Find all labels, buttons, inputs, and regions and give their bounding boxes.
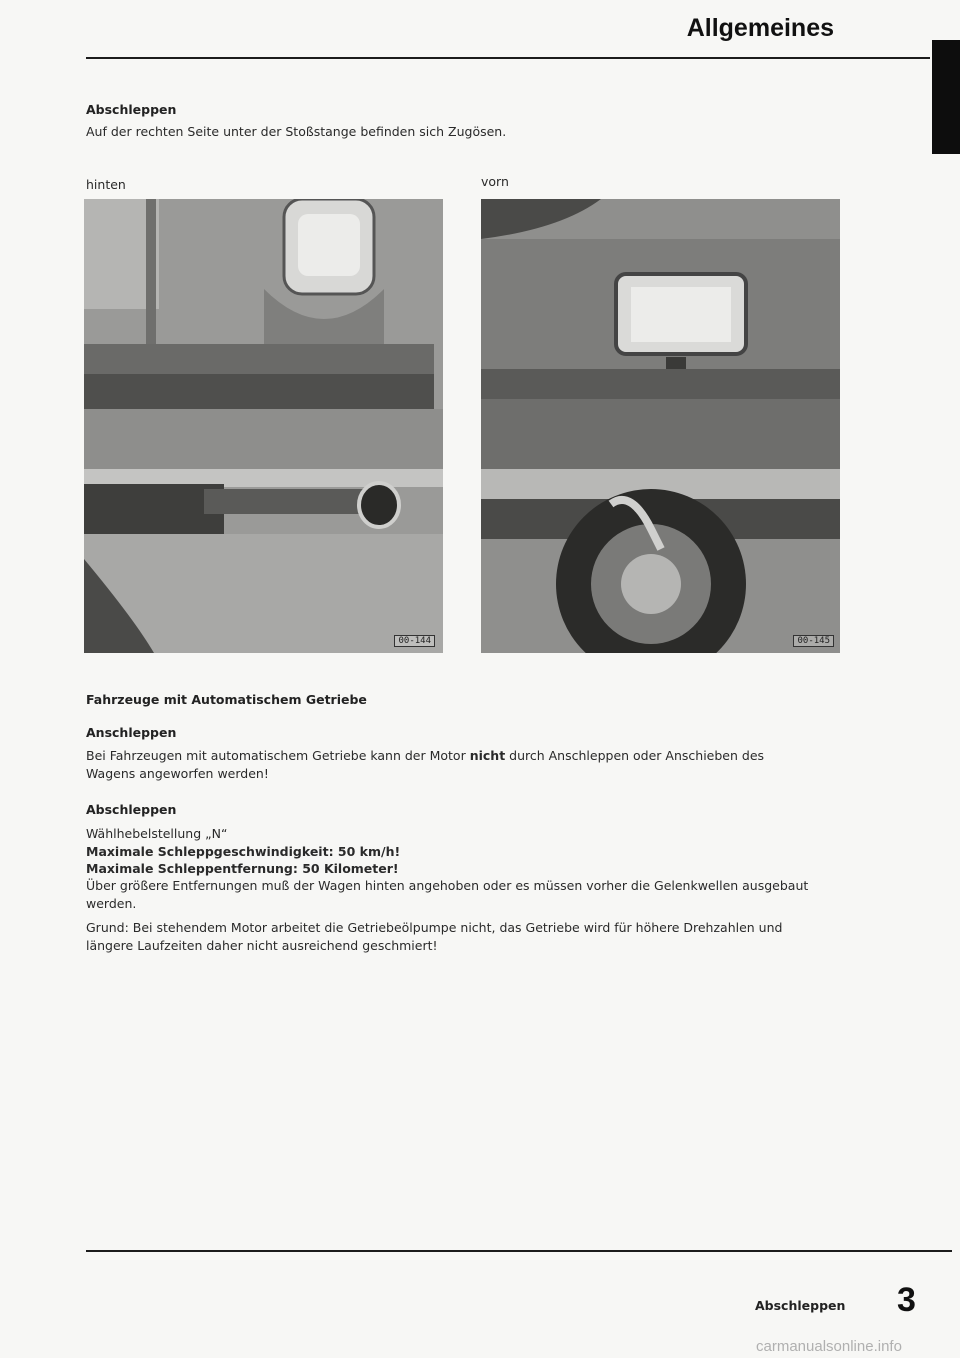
tow-heading: Abschleppen: [86, 802, 177, 817]
automatic-transmission-title: Fahrzeuge mit Automatischem Getriebe: [86, 692, 367, 707]
photo-front-tow-eye: [481, 199, 840, 653]
section-intro-text: Auf der rechten Seite unter der Stoßstange befinden sich Zugösen.: [86, 124, 507, 139]
tow-start-heading: Anschleppen: [86, 725, 177, 740]
watermark: carmanualsonline.info: [756, 1338, 902, 1355]
max-tow-speed: Maximale Schleppgeschwindigkeit: 50 km/h!: [86, 844, 401, 859]
selector-position: Wählhebelstellung „N“: [86, 826, 228, 841]
max-tow-distance: Maximale Schleppentfernung: 50 Kilometer!: [86, 861, 399, 876]
footer-section-label: Abschleppen: [755, 1298, 846, 1313]
tow-start-text-part2: durch Anschleppen oder Anschieben des: [505, 748, 765, 763]
page-number: 3: [897, 1281, 916, 1319]
tow-start-text-part1: Bei Fahrzeugen mit automatischem Getriebe kann der Motor: [86, 748, 470, 763]
reason-line1: Grund: Bei stehendem Motor arbeitet die Getriebeölpumpe nicht, das Getriebe wird für höhere Drehzahlen und: [86, 920, 783, 935]
page-title: Allgemeines: [686, 14, 834, 42]
distance-note-line1: Über größere Entfernungen muß der Wagen hinten angehoben oder es müssen vorher die Gelenkwellen ausgebaut: [86, 878, 809, 893]
figure-caption-rear: hinten: [86, 177, 126, 192]
header-rule: [86, 57, 930, 59]
tow-start-text-emphasis: nicht: [469, 748, 506, 763]
front-photo-illustration: [481, 199, 840, 653]
tow-start-text-line2: Wagens angeworfen werden!: [86, 766, 269, 781]
reason-line2: längere Laufzeiten daher nicht ausreichend geschmiert!: [86, 938, 438, 953]
figure-label-rear: 00-144: [394, 635, 435, 647]
tow-start-text: [86, 747, 764, 764]
section-tab-marker: [932, 40, 960, 154]
rear-photo-illustration: [84, 199, 443, 653]
figure-label-front: 00-145: [793, 635, 834, 647]
figure-caption-front: vorn: [481, 174, 509, 189]
distance-note-line2: werden.: [86, 896, 137, 911]
section-heading-abschleppen: Abschleppen: [86, 102, 177, 117]
footer-rule: [86, 1250, 952, 1252]
photo-rear-tow-eye: [84, 199, 443, 653]
